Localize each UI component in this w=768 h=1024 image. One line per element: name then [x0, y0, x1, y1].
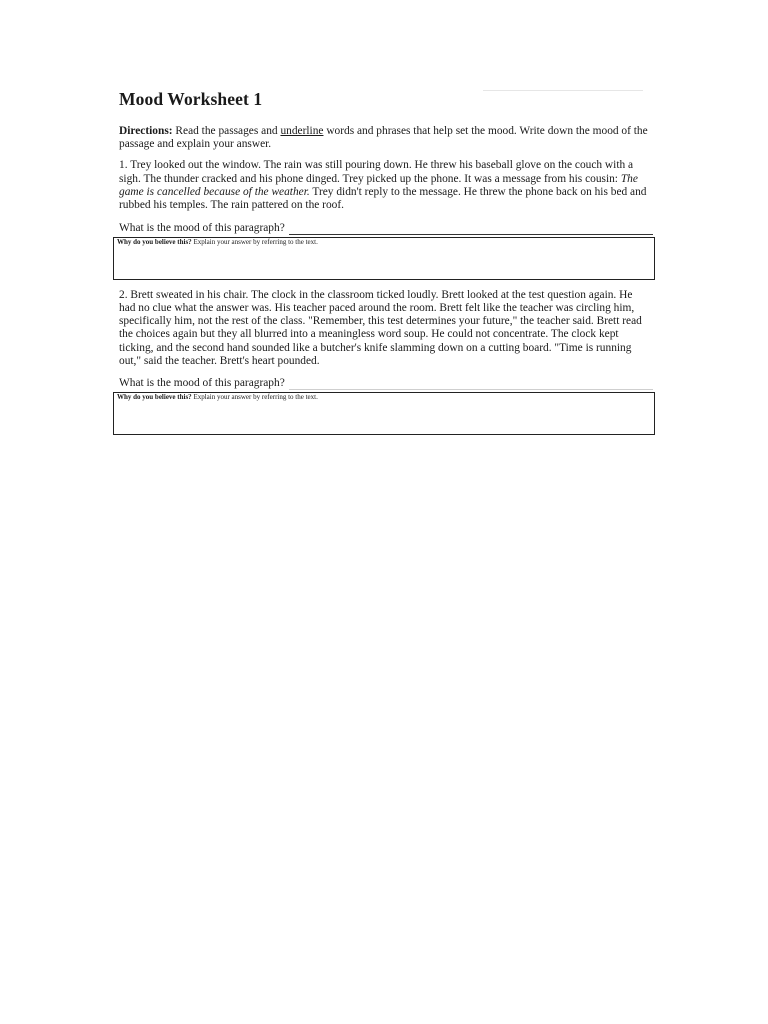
section-gap [113, 280, 655, 289]
passage-1-italic-text: The game is cancelled because of the weather. [119, 172, 638, 198]
worksheet-page [113, 84, 655, 435]
passage-1-text-before: Trey looked out the window. The rain was still pouring down. He threw his baseball glove on the couch with a sigh. The thunder cracked and his phone dinged. Trey picked up the phone. It was a message from his cousin: [119, 159, 634, 185]
worksheet-title: Mood Worksheet 1 [119, 89, 263, 109]
passage-2-box-prompt [117, 393, 318, 401]
passage-2-number: 2. [119, 288, 128, 301]
passage-1-box-prompt-bold: Why do you believe this? [117, 237, 192, 246]
passage-2-box-prompt-bold: Why do you believe this? [117, 393, 192, 402]
passage-2-question-label: What is the mood of this paragraph? [119, 377, 285, 390]
passage-2-mood-question [119, 377, 653, 390]
passage-1-explanation-box[interactable] [113, 237, 655, 280]
passage-1-text-after: Trey didn't reply to the message. He threw the phone back on his bed and rubbed his temples. The rain pattered on the roof. [119, 186, 647, 212]
passage-1-mood-answer-field[interactable] [289, 224, 653, 235]
passage-1-number: 1. [119, 159, 128, 172]
directions-text-before: Read the passages and [172, 125, 281, 137]
passage-2-mood-answer-field[interactable] [289, 379, 653, 390]
passage-2 [119, 289, 651, 369]
directions-text-after: words and phrases that help set the mood. Write down the mood of the passage and explain your answer. [119, 125, 648, 151]
directions-label: Directions: [119, 125, 173, 137]
passage-1 [119, 159, 651, 212]
directions [119, 125, 653, 151]
passage-1-mood-question [119, 222, 653, 235]
header-rule [483, 90, 643, 91]
directions-underlined-word: underline [280, 125, 324, 137]
passage-2-box-prompt-rest: Explain your answer by referring to the text. [191, 393, 318, 402]
passage-1-box-prompt-rest: Explain your answer by referring to the text. [191, 237, 318, 246]
passage-1-question-label: What is the mood of this paragraph? [119, 221, 285, 234]
passage-1-box-prompt [117, 238, 318, 246]
passage-2-explanation-box[interactable] [113, 392, 655, 435]
passage-2-text-before: Brett sweated in his chair. The clock in the classroom ticked loudly. Brett looked at the test question again. He had no clue what the answer was. His teacher paced around the room. Brett felt like the teacher was circling him, specifically him, not the rest of the class. "Remember, this test determines your future," the teacher said. Brett read the choices again but they all blurred into a meaningless word soup. He could not concentrate. The clock kept ticking, and the second hand sounded like a butcher's knife slamming down on a cutting board. "Time is running out," said the teacher. Brett's heart pounded. [119, 288, 642, 368]
